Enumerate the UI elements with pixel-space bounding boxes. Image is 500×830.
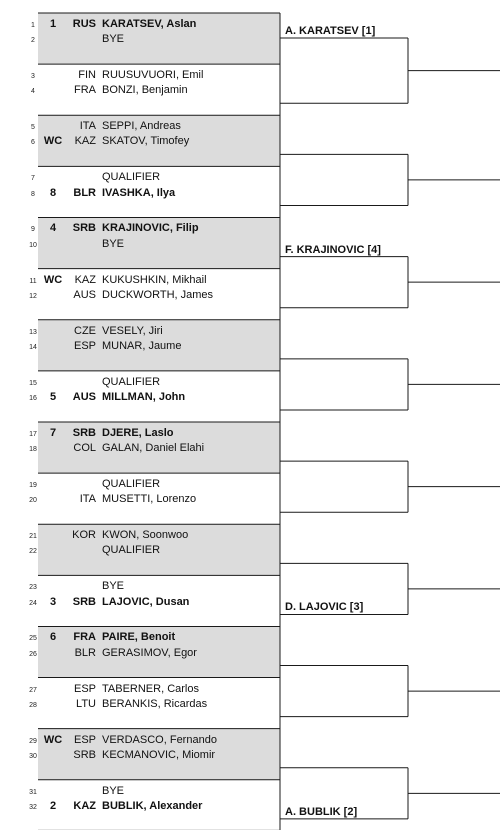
player-country: AUS [73,288,96,301]
draw-position-number: 11 [29,277,37,285]
player-name: BERANKIS, Ricardas [102,697,208,710]
player-country: KOR [72,529,96,542]
advancer-name: F. KRAJINOVIC [4] [285,243,381,256]
seed-label: 5 [49,391,57,404]
player-country: ESP [73,682,96,695]
player-name: VERDASCO, Fernando [102,733,217,746]
draw-position-number: 32 [29,804,37,812]
draw-position-number: 10 [29,241,37,249]
player-country: BLR [73,186,96,199]
player-country: FRA [73,631,96,644]
player-name: DJERE, Laslo [102,426,174,439]
player-country: KAZ [74,273,96,286]
seed-label: WC [43,135,63,148]
player-name: QUALIFIER [102,478,161,491]
draw-position-number: 21 [29,533,37,541]
player-name: GERASIMOV, Egor [102,646,197,659]
player-name: KARATSEV, Aslan [102,18,197,30]
seed-label: WC [43,733,63,746]
player-country: SRB [73,748,96,761]
player-country: AUS [72,391,96,404]
player-country: FIN [78,69,96,82]
seed-label: 4 [49,222,57,235]
player-name: GALAN, Daniel Elahi [102,442,205,455]
draw-position-number: 3 [31,73,35,81]
player-name: QUALIFIER [102,544,161,557]
player-name: MUNAR, Jaume [102,339,182,352]
draw-position-number: 28 [29,701,37,709]
draw-position-number: 9 [31,226,35,234]
player-country: KAZ [74,135,96,148]
player-name: KECMANOVIC, Miomir [102,748,216,761]
draw-position-number: 30 [29,752,37,760]
player-country: ESP [73,339,96,352]
draw-position-number: 23 [29,584,37,592]
player-country: LTU [76,697,96,710]
draw-position-number: 24 [29,599,37,607]
advancer-name: A. BUBLIK [2] [285,805,358,818]
draw-position-number: 31 [29,788,37,796]
draw-position-number: 22 [29,548,37,556]
player-country: COL [73,442,96,455]
player-name: BUBLIK, Alexander [102,800,203,813]
player-name: QUALIFIER [102,375,161,388]
draw-position-number: 6 [31,139,35,147]
draw-position-number: 27 [29,686,37,694]
draw-position-number: 2 [31,37,35,45]
player-country: ITA [79,120,96,133]
player-country: ITA [79,493,96,506]
draw-position-number: 15 [29,379,37,387]
player-name: MILLMAN, John [102,391,186,404]
player-name: BYE [102,580,125,593]
player-country: SRB [72,426,96,439]
draw-position-number: 26 [29,650,37,658]
draw-position-number: 16 [29,395,37,403]
player-name: PAIRE, Benoit [102,631,176,644]
draw-position-number: 17 [29,430,37,438]
draw-position-number: 12 [29,292,37,300]
player-name: DUCKWORTH, James [102,288,214,301]
draw-position-number: 5 [31,124,35,132]
player-name: KRAJINOVIC, Filip [102,222,199,235]
player-name: RUUSUVUORI, Emil [102,69,204,82]
player-name: BYE [102,784,125,797]
player-name: VESELY, Jiri [102,324,163,337]
player-name: TABERNER, Carlos [102,682,199,695]
draw-position-number: 19 [29,482,37,490]
player-name: BYE [102,237,125,250]
player-country: FRA [74,84,96,97]
draw-position-number: 7 [31,175,35,183]
player-country: ESP [73,733,96,746]
seed-label: 8 [49,186,57,199]
draw-position-number: 29 [29,737,37,745]
player-name: KUKUSHKIN, Mikhail [102,273,207,286]
player-country: SRB [72,222,96,235]
seed-label: 7 [49,426,57,439]
player-name: BYE [102,33,125,46]
draw-position-number: 18 [29,446,37,454]
player-name: MUSETTI, Lorenzo [102,493,197,506]
draw-position-number: 13 [29,328,37,336]
player-country: BLR [74,646,96,659]
player-name: SEPPI, Andreas [102,120,181,133]
draw-position-number: 25 [29,635,37,643]
draw-position-number: 14 [29,343,37,351]
advancer-name: D. LAJOVIC [3] [285,601,364,614]
seed-label: 2 [49,800,57,813]
player-name: KWON, Soonwoo [102,529,189,542]
player-name: LAJOVIC, Dusan [102,595,190,608]
seed-label: 1 [49,18,57,30]
seed-label: 3 [49,595,57,608]
draw-position-number: 20 [29,497,37,505]
player-country: SRB [72,595,96,608]
player-name: SKATOV, Timofey [102,135,190,148]
seed-label: WC [43,273,63,286]
player-country: KAZ [73,800,96,813]
player-name: IVASHKA, Ilya [102,186,176,199]
draw-position-number: 8 [31,190,35,198]
player-country: CZE [74,324,96,337]
advancer-name: A. KARATSEV [1] [285,25,376,37]
player-name: BONZI, Benjamin [102,84,188,97]
seed-label: 6 [49,631,57,644]
player-country: RUS [72,18,96,30]
draw-position-number: 1 [31,22,35,29]
draw-position-number: 4 [31,88,35,96]
player-name: QUALIFIER [102,171,161,184]
